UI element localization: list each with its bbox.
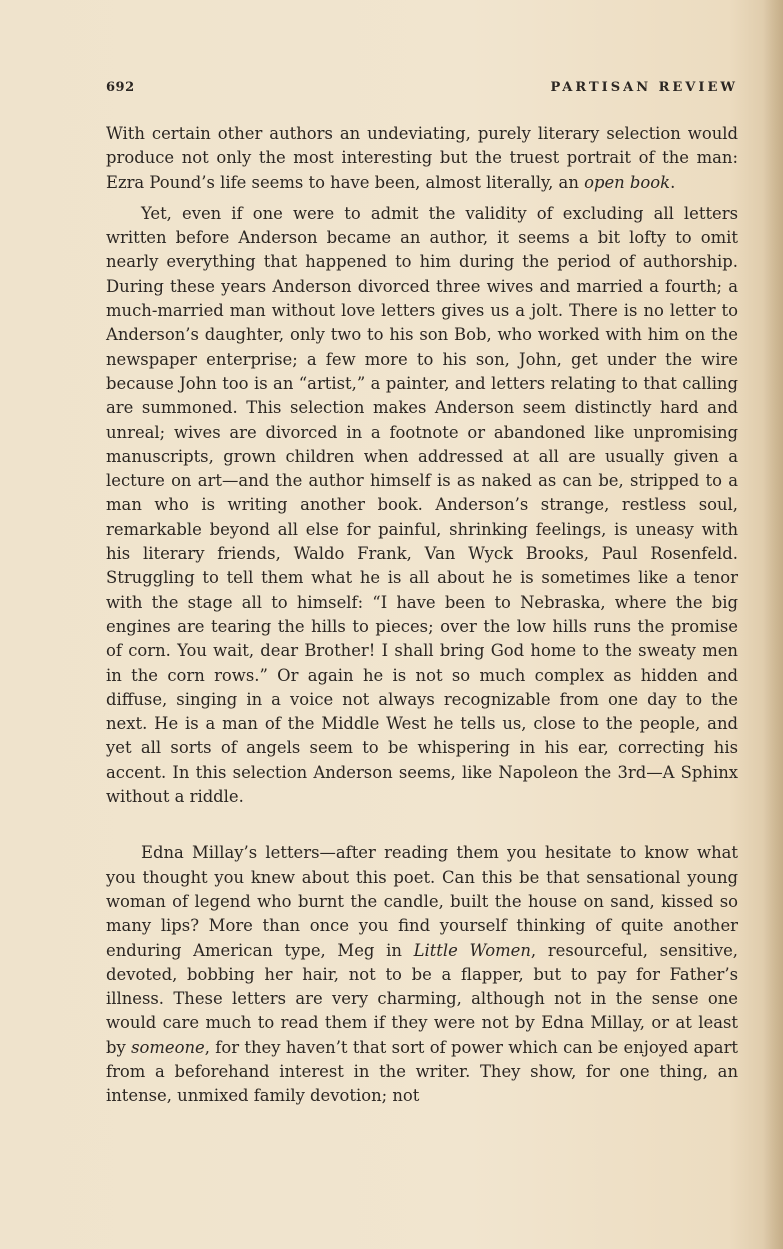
paragraph-1-italic-open-book: open book [584, 172, 671, 192]
paragraph-1 [106, 122, 738, 195]
paragraph-3-text-2: , resourceful, sensitive, devoted, bobbing her hair, not to be a flapper, but to pay for Father’s illness. These letters are very charming, although not in the sense one would care much to read them if they were not by Edna Millay, or at least by [106, 940, 738, 1057]
paragraph-3-text: Edna Millay’s letters—after reading them you hesitate to know what you thought you knew about this poet. Can this be that sensational young woman of legend who burnt the candle, built the house on sand, kissed so many lips? More than once you find yourself thinking of quite another enduring American type, Meg in [106, 843, 738, 960]
paragraph-1-end: . [670, 172, 676, 192]
paragraph-2: Yet, even if one were to admit the validity of excluding all letters written before Anderson became an author, it seems a bit lofty to omit nearly everything that happened to him during the period of authorship. During these years Anderson divorced three wives and married a fourth; a much-married man without love letters gives us a jolt. There is no letter to Anderson’s daughter, only two to his son Bob, who worked with him on the newspaper enterprise; a few more to his son, John, get under the wire because John too is an “artist,” a painter, and letters relating to that calling are summoned. This selection makes Anderson seem distinctly hard and unreal; wives are divorced in a footnote or abandoned like unpromising manuscripts, grown children when addressed at all are usually given a lecture on art—and the author himself is as naked as can be, stripped to a man who is writing another book. Anderson’s strange, restless soul, remarkable beyond all else for painful, shrinking feelings, is uneasy with his literary friends, Waldo Frank, Van Wyck Brooks, Paul Rosenfeld. Struggling to tell them what he is all about he is sometimes like a tenor with the stage all to himself: “I have been to Nebraska, where the big engines are tearing the hills to pieces; over the low hills runs the promise of corn. You wait, dear Brother! I shall bring God home to the sweaty men in the corn rows.” Or again he is not so much complex as hidden and diffuse, singing in a voice not always recognizable from one day to the next. He is a man of the Middle West he tells us, close to the people, and yet all sorts of angels seem to be whispering in his ear, correcting his accent. In this selection Anderson seems, like Napoleon the 3rd—A Sphinx without a riddle. [106, 203, 738, 807]
paragraph-3-italic-title: Little Women [413, 940, 531, 960]
running-head: PARTISAN REVIEW [550, 80, 738, 95]
paragraph-3-text-3: , for they haven’t that sort of power which can be enjoyed apart from a beforehand interest in the writer. They show, for one thing, an intense, unmixed family devotion; not [106, 1037, 738, 1106]
paragraph-3-italic-someone: someone [131, 1037, 205, 1057]
page-number: 692 [106, 80, 135, 95]
paragraph-1-text: With certain other authors an undeviating, purely literary selection would produce not only the most interesting but the truest portrait of the man: Ezra Pound’s life seems to have been, almost literally, an [106, 124, 738, 192]
body-text [106, 122, 738, 1109]
paragraph-3 [106, 841, 738, 1108]
page-header [106, 80, 738, 100]
